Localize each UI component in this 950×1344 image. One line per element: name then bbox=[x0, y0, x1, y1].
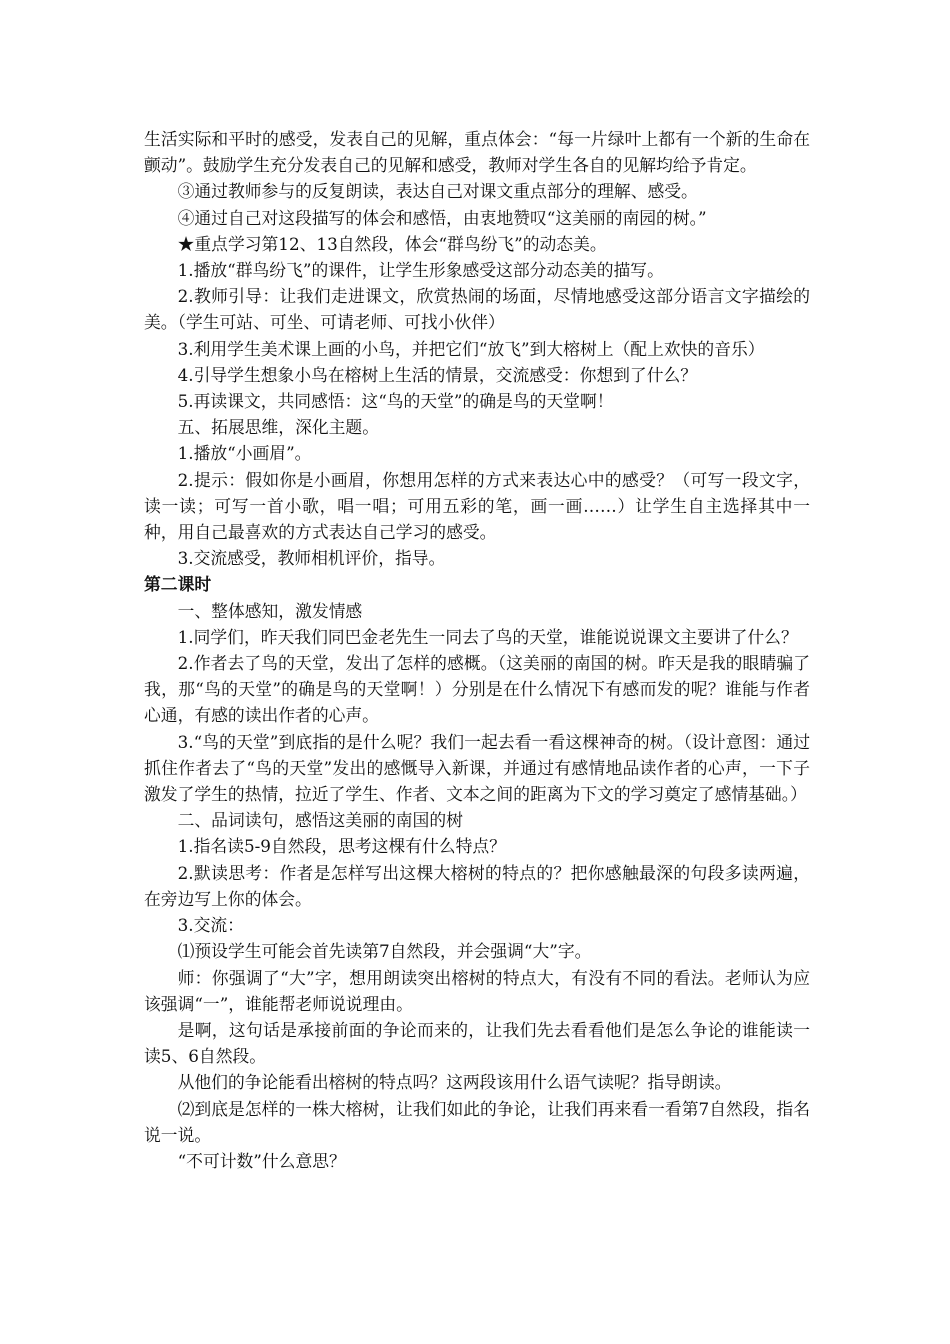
paragraph: 2.作者去了鸟的天堂，发出了怎样的感概。（这美丽的南国的树。昨天是我的眼睛骗了我，那“鸟的天堂”的确是鸟的天堂啊！）分别是在什么情况下有感而发的呢？谁能与作者心通，有感的读出作者的心声。 bbox=[144, 653, 810, 726]
section-heading: 二、品词读句，感悟这美丽的南国的树 bbox=[177, 810, 463, 831]
section-heading: 五、拓展思维，深化主题。 bbox=[177, 417, 379, 438]
paragraph: ⑴预设学生可能会首先读第7自然段，并会强调“大”字。 bbox=[177, 941, 592, 962]
paragraph: ★重点学习第12、13自然段，体会“群鸟纷飞”的动态美。 bbox=[177, 233, 607, 254]
paragraph: 2.提示：假如你是小画眉，你想用怎样的方式来表达心中的感受？（可写一段文字，读一读；可写一首小歌，唱一唱；可用五彩的笔，画一画……）让学生自主选择其中一种，用自己最喜欢的方式表达自己学习的感受。 bbox=[144, 469, 810, 543]
paragraph: 是啊，这句话是承接前面的争论而来的，让我们先去看看他们是怎么争论的谁能读一读5、6自然段。 bbox=[144, 1019, 810, 1067]
paragraph: “不可计数”什么意思？ bbox=[177, 1150, 346, 1171]
paragraph: ④通过自己对这段描写的体会和感悟，由衷地赞叹“这美丽的南园的树。” bbox=[177, 207, 707, 228]
paragraph: 1.同学们，昨天我们同巴金老先生一同去了鸟的天堂，谁能说说课文主要讲了什么？ bbox=[177, 626, 798, 647]
paragraph: 2.默读思考：作者是怎样写出这棵大榕树的特点的？把你感触最深的句段多读两遍，在旁边写上你的体会。 bbox=[144, 862, 810, 909]
paragraph: 1.指名读5-9自然段，思考这棵有什么特点？ bbox=[177, 836, 506, 857]
paragraph: 3.交流： bbox=[177, 915, 244, 936]
paragraph: 5.再读课文，共同感悟：这“鸟的天堂”的确是鸟的天堂啊！ bbox=[177, 391, 614, 412]
paragraph: 4.引导学生想象小鸟在榕树上生活的情景，交流感受：你想到了什么？ bbox=[177, 364, 698, 385]
lesson-heading: 第二课时 bbox=[144, 574, 212, 595]
paragraph: 师：你强调了“大”字，想用朗读突出榕树的特点大，有没有不同的看法。老师认为应该强调“一”，谁能帮老师说说理由。 bbox=[144, 967, 810, 1014]
paragraph: 从他们的争论能看出榕树的特点吗？这两段该用什么语气读呢？指导朗读。 bbox=[177, 1072, 732, 1093]
paragraph: 生活实际和平时的感受，发表自己的见解，重点体会：“每一片绿叶上都有一个新的生命在颤动”。鼓励学生充分发表自己的见解和感受，教师对学生各自的见解均给予肯定。 bbox=[144, 129, 810, 176]
section-heading: 一、整体感知，激发情感 bbox=[177, 600, 363, 621]
paragraph: 2.教师引导：让我们走进课文，欣赏热闹的场面，尽情地感受这部分语言文字描绘的美。（学生可站、可坐、可请老师、可找小伙伴） bbox=[144, 286, 810, 333]
paragraph: ⑵到底是怎样的一株大榕树，让我们如此的争论，让我们再来看一看第7自然段，指名说一说。 bbox=[144, 1098, 810, 1145]
paragraph: 1.播放“小画眉”。 bbox=[177, 443, 312, 464]
paragraph: 1.播放“群鸟纷飞”的课件，让学生形象感受这部分动态美的描写。 bbox=[177, 260, 664, 281]
paragraph: 3.“鸟的天堂”到底指的是什么呢？我们一起去看一看这棵神奇的树。（设计意图：通过抓住作者去了“鸟的天堂”发出的感慨导入新课，并通过有感情地品读作者的心声，一下子激发了学生的热情，拉近了学生、作者、文本之间的距离为下文的学习奠定了感情基础。） bbox=[144, 731, 810, 805]
paragraph: 3.交流感受，教师相机评价，指导。 bbox=[177, 548, 446, 569]
document-page bbox=[144, 126, 810, 1174]
paragraph: ③通过教师参与的反复朗读，表达自己对课文重点部分的理解、感受。 bbox=[177, 181, 698, 202]
paragraph: 3.利用学生美术课上画的小鸟，并把它们“放飞”到大榕树上（配上欢快的音乐） bbox=[177, 338, 765, 359]
